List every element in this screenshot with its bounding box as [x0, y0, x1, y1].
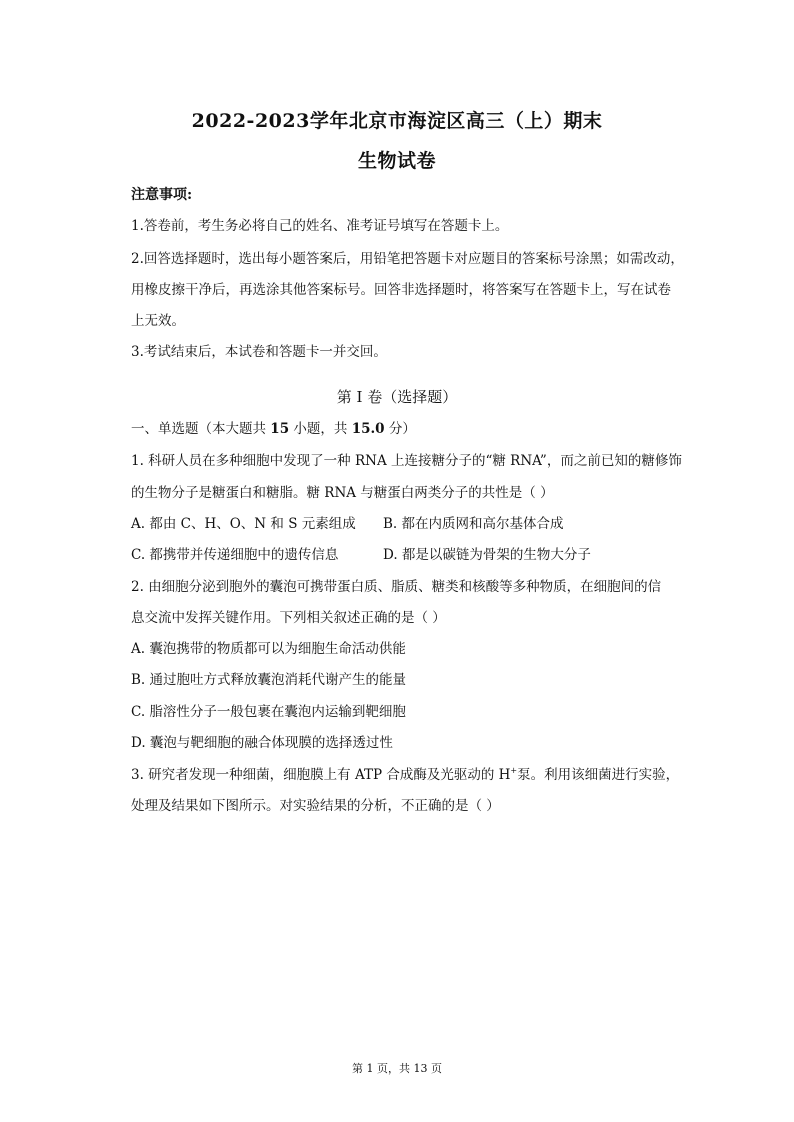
q1-options-row-2 [131, 546, 691, 564]
q1-option-b: B. 都在内质网和高尔基体合成 [383, 516, 564, 532]
notice-item-3: 3.考试结束后，本试卷和答题卡一并交回。 [131, 344, 387, 360]
q2-option-d: D. 囊泡与靶细胞的融合体现膜的选择透过性 [131, 735, 393, 751]
q1-options-row-1 [131, 515, 691, 533]
section-mid: 小题，共 [289, 421, 352, 437]
q1-option-d: D. 都是以碳链为骨架的生物大分子 [383, 547, 591, 563]
q3-stem-line-1 [131, 766, 691, 784]
q2-option-a: A. 囊泡携带的物质都可以为细胞生命活动供能 [131, 641, 406, 657]
q2-option-c: C. 脂溶性分子一般包裹在囊泡内运输到靶细胞 [131, 704, 406, 720]
section-prefix: 一、单选题（本大题共 [131, 421, 271, 437]
volume-title: 第 I 卷（选择题） [336, 388, 458, 406]
notice-item-2-line-1: 2.回答选择题时，选出每小题答案后，用铅笔把答题卡对应题目的答案标号涂黑；如需改动， [131, 251, 684, 267]
q3-stem-part-2: 泵。利用该细菌进行实验， [517, 767, 680, 783]
q1-stem-line-2: 的生物分子是糖蛋白和糖脂。糖 RNA 与糖蛋白两类分子的共性是（ ） [131, 485, 554, 501]
q3-stem-line-2: 处理及结果如下图所示。对实验结果的分析，不正确的是（ ） [131, 798, 500, 814]
q3-superscript: + [510, 765, 518, 775]
q2-option-b: B. 通过胞吐方式释放囊泡消耗代谢产生的能量 [131, 672, 407, 688]
q2-stem-line-2: 息交流中发挥关键作用。下列相关叙述正确的是（ ） [131, 610, 446, 626]
q1-stem-line-1: 1. 科研人员在多种细胞中发现了一种 RNA 上连接糖分子的“糖 RNA”，而之前已知的糖修饰 [131, 453, 682, 469]
notice-item-2-line-2: 用橡皮擦干净后，再选涂其他答案标号。回答非选择题时，将答案写在答题卡上，写在试卷 [131, 282, 671, 298]
section-suffix: 分） [384, 421, 416, 437]
notice-item-1: 1.答卷前，考生务必将自己的姓名、准考证号填写在答题卡上。 [131, 218, 509, 234]
exam-title: 2022-2023学年北京市海淀区高三（上）期末 [191, 110, 603, 132]
q1-option-a: A. 都由 C、H、O、N 和 S 元素组成 [131, 516, 356, 532]
question-count: 15 [270, 421, 290, 437]
q3-stem-part-1: 3. 研究者发现一种细菌，细胞膜上有 ATP 合成酶及光驱动的 H [131, 767, 511, 783]
notice-heading: 注意事项: [131, 187, 193, 203]
total-score: 15.0 [351, 421, 385, 437]
exam-subject: 生物试卷 [357, 150, 436, 172]
section-heading [131, 420, 691, 438]
page-number: 第 1 页，共 13 页 [352, 1062, 442, 1075]
notice-item-2-line-3: 上无效。 [131, 313, 185, 329]
q1-option-c: C. 都携带并传递细胞中的遗传信息 [131, 547, 339, 563]
q2-stem-line-1: 2. 由细胞分泌到胞外的囊泡可携带蛋白质、脂质、糖类和核酸等多种物质，在细胞间的信 [131, 579, 662, 595]
